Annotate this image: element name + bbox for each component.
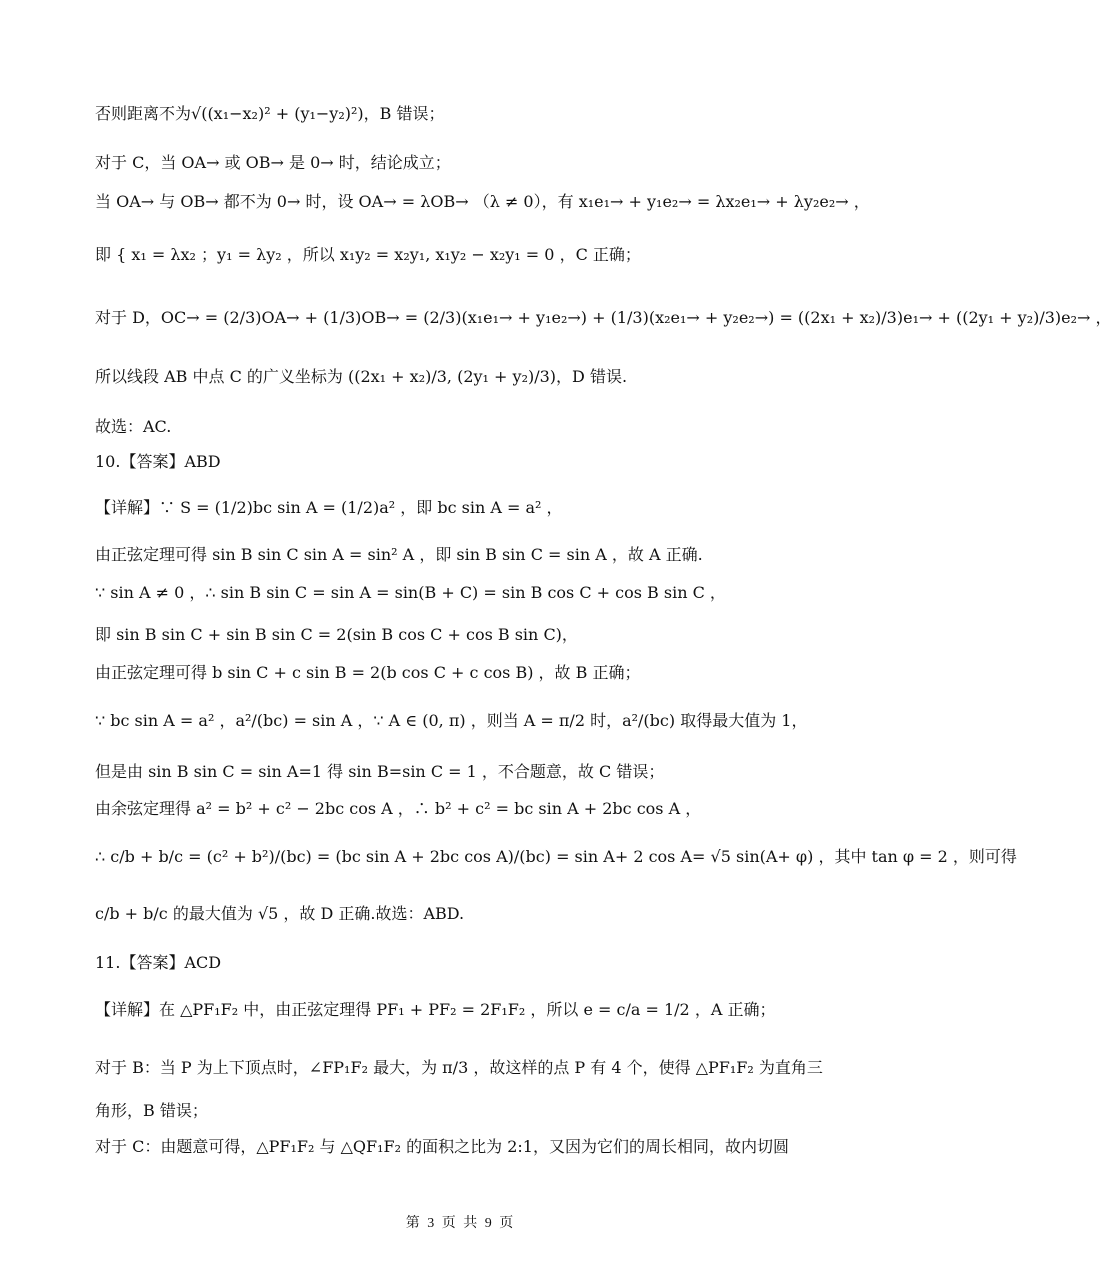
text-line: 当 OA→ 与 OB→ 都不为 0→ 时，设 OA→ = λOB→ （λ ≠ 0），有 x₁e₁→ + y₁e₂→ = λx₂e₁→ + λy₂e₂→ ， <box>95 192 870 211</box>
text-line: ∵ bc sin A = a² ，a²/(bc) = sin A ，∵ A ∈ (0, π) ，则当 A = π/2 时，a²/(bc) 取得最大值为 1， <box>95 711 808 730</box>
text-line: 由余弦定理得 a² = b² + c² − 2bc cos A ，∴ b² + c² = bc sin A + 2bc cos A ， <box>95 799 702 818</box>
text-line: c/b + b/c 的最大值为 √5 ，故 D 正确.故选：ABD. <box>95 904 465 923</box>
text-line: 角形，B 错误； <box>95 1101 208 1120</box>
section-heading: 11.【答案】ACD <box>95 953 222 972</box>
page-footer: 第 3 页 共 9 页 <box>405 1216 516 1231</box>
text-line: 所以线段 AB 中点 C 的广义坐标为 ((2x₁ + x₂)/3, (2y₁ + y₂)/3)，D 错误. <box>95 367 628 386</box>
text-line: 否则距离不为√((x₁−x₂)² + (y₁−y₂)²)，B 错误； <box>95 104 445 123</box>
section-heading: 10.【答案】ABD <box>95 452 221 471</box>
text-line: 对于 B：当 P 为上下顶点时，∠FP₁F₂ 最大，为 π/3 ，故这样的点 P 有 4 个，使得 △PF₁F₂ 为直角三 <box>95 1058 823 1077</box>
text-line: 但是由 sin B sin C = sin A=1 得 sin B=sin C = 1 ，不合题意，故 C 错误； <box>95 762 665 781</box>
text-line: 对于 C，当 OA→ 或 OB→ 是 0→ 时，结论成立； <box>95 153 451 172</box>
text-line: 【详解】在 △PF₁F₂ 中，由正弦定理得 PF₁ + PF₂ = 2F₁F₂ ，所以 e = c/a = 1/2 ，A 正确； <box>95 1000 776 1019</box>
text-line: 故选：AC. <box>95 417 172 436</box>
text-line: ∴ c/b + b/c = (c² + b²)/(bc) = (bc sin A + 2bc cos A)/(bc) = sin A+ 2 cos A= √5 sin(A+ φ) ，其中 tan φ = 2 ，则可得 <box>95 847 1017 866</box>
text-line: 由正弦定理可得 b sin C + c sin B = 2(b cos C + c cos B) ，故 B 正确； <box>95 663 641 682</box>
text-line: ∵ sin A ≠ 0 ，∴ sin B sin C = sin A = sin(B + C) = sin B cos C + cos B sin C ， <box>95 583 726 602</box>
text-line: 即 { x₁ = λx₂ ；y₁ = λy₂ ，所以 x₁y₂ = x₂y₁, x₁y₂ − x₂y₁ = 0 ，C 正确； <box>95 245 641 264</box>
text-line: 对于 D，OC→ = (2/3)OA→ + (1/3)OB→ = (2/3)(x₁e₁→ + y₁e₂→) + (1/3)(x₂e₁→ + y₂e₂→) = ((2x₁ + x₂)/3)e₁→ + ((2y₁ + y₂)/3)e₂→ ， <box>95 308 1112 327</box>
text-line: 由正弦定理可得 sin B sin C sin A = sin² A ，即 sin B sin C = sin A ，故 A 正确. <box>95 545 703 564</box>
text-line: 【详解】∵ S = (1/2)bc sin A = (1/2)a² ，即 bc sin A = a² ， <box>95 498 563 517</box>
text-line: 即 sin B sin C + sin B sin C = 2(sin B cos C + cos B sin C)， <box>95 625 578 644</box>
text-line: 对于 C：由题意可得，△PF₁F₂ 与 △QF₁F₂ 的面积之比为 2:1，又因为它们的周长相同，故内切圆 <box>95 1137 789 1156</box>
